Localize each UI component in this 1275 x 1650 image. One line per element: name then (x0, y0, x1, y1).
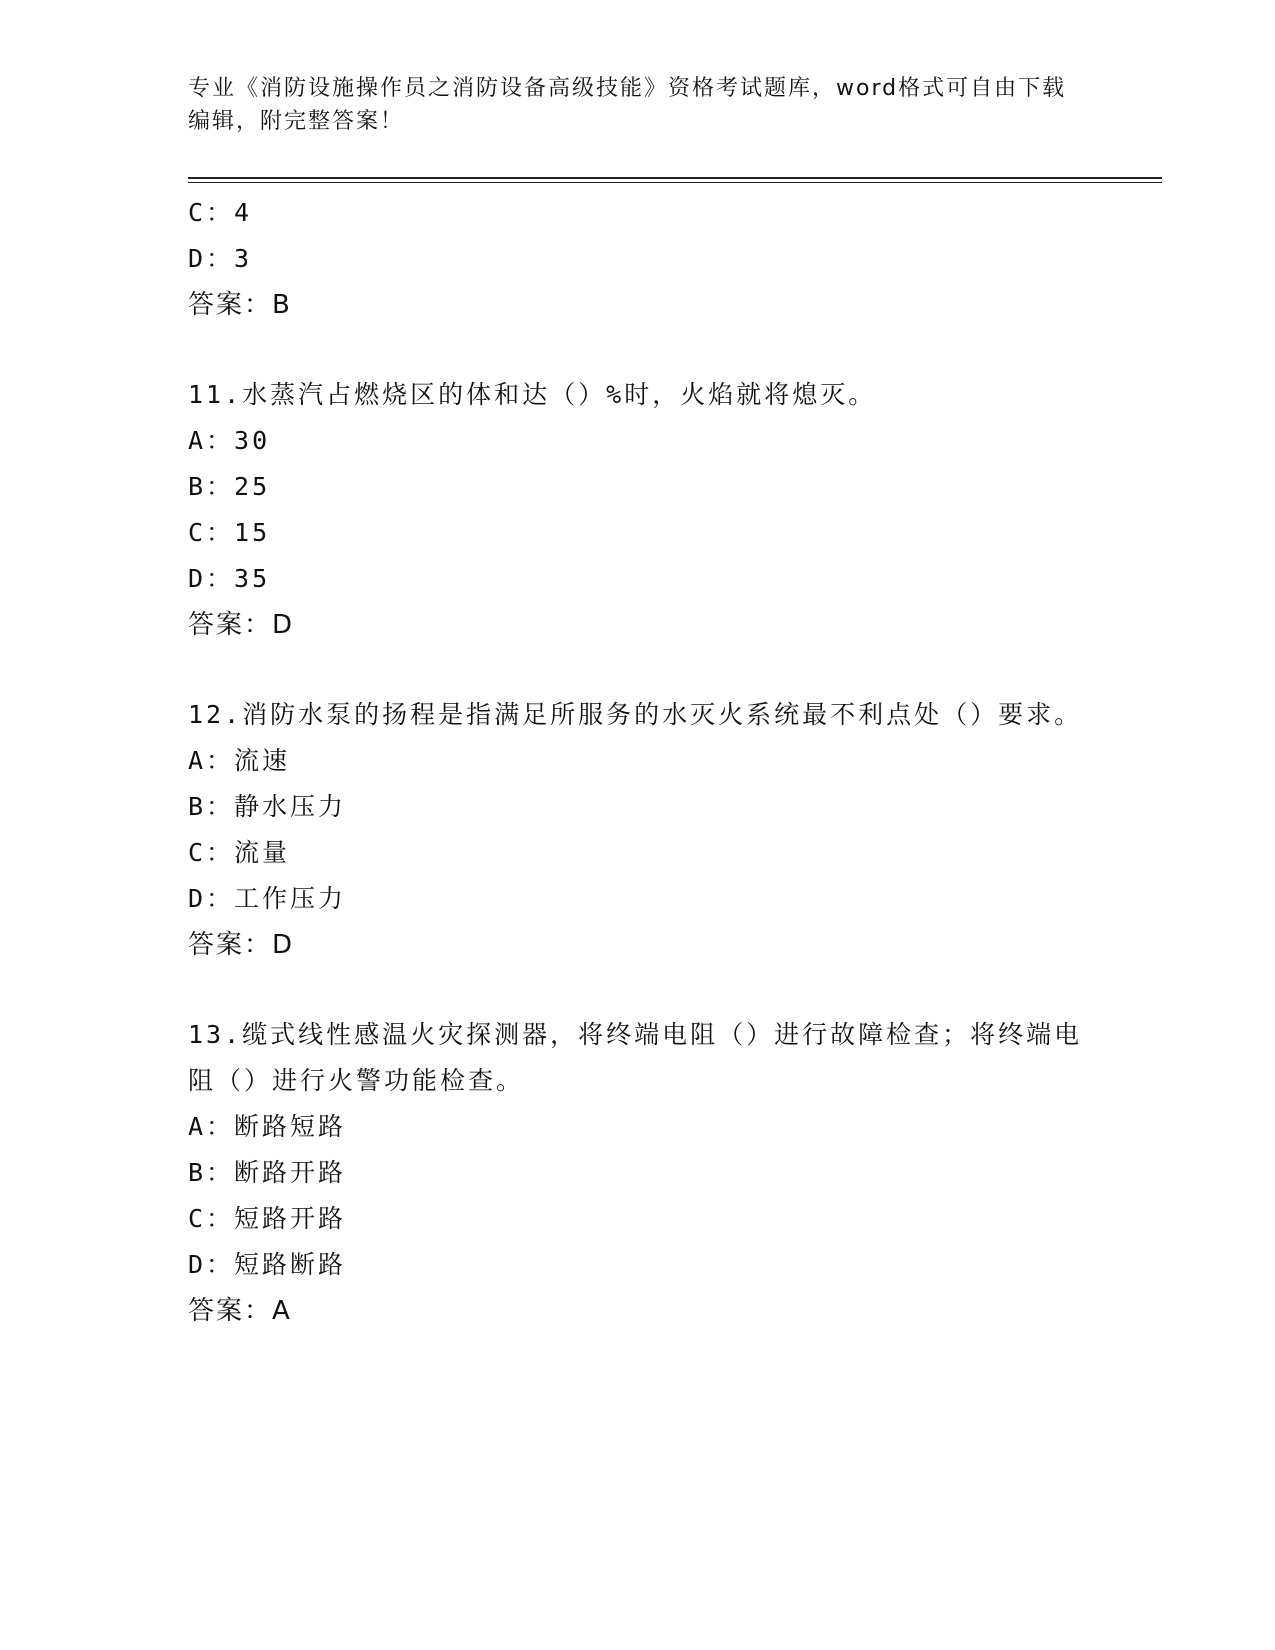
option-d: D：工作压力 (188, 884, 347, 913)
option-b: B：25 (188, 472, 271, 501)
answer-line: 答案：D (188, 930, 295, 960)
option-c: C：流量 (188, 838, 291, 867)
option-a: A：30 (188, 426, 271, 455)
option-c: C：4 (188, 198, 253, 227)
answer-line: 答案：D (188, 610, 295, 640)
option-a: A：流速 (188, 746, 291, 775)
question-stem: 11.水蒸汽占燃烧区的体和达（）%时，火焰就将熄灭。 (188, 380, 877, 409)
option-b: B：静水压力 (188, 792, 347, 821)
option-d: D：35 (188, 564, 271, 593)
option-c: C：短路开路 (188, 1204, 347, 1233)
option-d: D：3 (188, 244, 253, 273)
question-11 (188, 372, 1088, 648)
question-list (188, 190, 1088, 1334)
question-10-tail (188, 190, 1088, 328)
question-13 (188, 1012, 1088, 1334)
option-a: A：断路短路 (188, 1112, 347, 1141)
question-stem: 12.消防水泵的扬程是指满足所服务的水灭火系统最不利点处（）要求。 (188, 700, 1083, 729)
header-rule-thick (188, 177, 1162, 179)
header-rule-thin (188, 182, 1162, 183)
document-header: 专业《消防设施操作员之消防设备高级技能》资格考试题库，word格式可自由下载编辑，附完整答案！ (188, 76, 1067, 134)
question-stem: 13.缆式线性感温火灾探测器，将终端电阻（）进行故障检查；将终端电阻（）进行火警功能检查。 (188, 1020, 1083, 1095)
answer-line: 答案：A (188, 1296, 292, 1326)
option-c: C：15 (188, 518, 271, 547)
answer-line: 答案：B (188, 290, 292, 320)
question-12 (188, 692, 1088, 968)
option-b: B：断路开路 (188, 1158, 347, 1187)
option-d: D：短路断路 (188, 1250, 347, 1279)
